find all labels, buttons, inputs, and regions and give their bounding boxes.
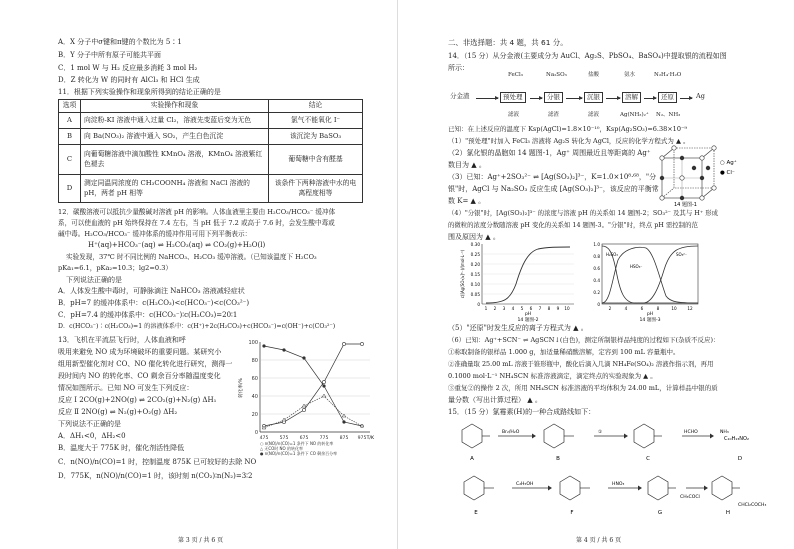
q14-flowchart <box>448 72 748 124</box>
flow-box: 溶解 <box>622 92 641 103</box>
table-cell: 该条件下两种溶液中水的电离程度相等 <box>269 175 363 203</box>
q12-equilibrium: H⁺(aq)+HCO₃⁻(aq) ⇌ H₂CO₃(aq) ⇌ CO₂(g)+H₂O(l) <box>88 241 266 249</box>
q12-line: 碱中毒。H₂CO₃/HCO₃⁻ 缓冲体系的缓冲作用可用下列平衡表示： <box>58 230 252 238</box>
q11-col-option: 选项 <box>59 100 81 113</box>
flow-box: 预处理 <box>500 92 526 103</box>
x-tick: 575 <box>279 436 289 441</box>
benzene-ring <box>712 476 732 500</box>
reagent-label: HCHO <box>684 430 698 435</box>
table-cell: 葡萄糖中含有醛基 <box>269 145 363 175</box>
q14-part: ③重复②的操作 2 次，所用 NH₄SCN 标准溶液的平均体积为 24.00 mL，计算样品中银的质 <box>448 384 718 392</box>
q11-stem: 11．根据下列实验操作和现象所得到的结论正确的是 <box>58 88 221 96</box>
q14-part: 银"时，AgCl 与 Na₂SO₃ 反应生成 [Ag(SO₃)₂]³⁻，该反应的平衡常 <box>448 185 659 193</box>
table-cell: 向 Ba(NO₃)₂ 溶液中通入 SO₂，产生白色沉淀 <box>81 129 269 145</box>
y-tick: 40 <box>251 394 258 400</box>
table-cell: 向葡萄糖溶液中滴加酸性 KMnO₄ 溶液，KMnO₄ 溶液紫红色褪去 <box>81 145 269 175</box>
compound-label: H <box>725 510 731 516</box>
y-tick: 0.8 <box>593 254 600 259</box>
q11-table <box>58 99 363 203</box>
q13-line: 段时间内 NO 的转化率、CO 剩余百分率随温度变化 <box>58 372 221 380</box>
y-tick: 0 <box>477 302 480 307</box>
q13-ask: 下列说法不正确的是 <box>58 420 121 428</box>
flow-arrow <box>476 98 498 99</box>
compound-label: G <box>657 510 663 516</box>
y-tick: 0.20 <box>470 262 480 267</box>
q14-intro: 所示： <box>448 64 469 72</box>
reagent-label: 氨水 <box>624 72 636 78</box>
table-cell: 向淀粉-KI 溶液中通入过量 Cl₂，溶液先变蓝后变为无色 <box>81 113 269 129</box>
q11-col-operation: 实验操作和现象 <box>81 100 269 113</box>
benzene-ring <box>648 476 668 500</box>
q13-reaction-1: 反应 Ⅰ 2CO(g)+2NO(g) ⇌ 2CO₂(g)+N₂(g) ΔH₁ <box>58 396 217 404</box>
reagent-label: 盐酸 <box>588 72 600 78</box>
q14-part: 0.1000 mol·L⁻¹ NH₄SCN 标准溶液滴定，滴定终点的实验现象为 ▲ 。 <box>448 372 657 380</box>
q13-chart <box>238 336 378 456</box>
q13-line: 情况如图所示。已知 NO 可发生下列反应： <box>58 384 194 392</box>
x-tick: 975 <box>357 436 367 441</box>
legend-item: ● n(NO)/n(CO)=1 条件下 CO 剩余百分率 <box>260 451 338 456</box>
molecular-formula: C₁₀H₁₃NO₂ <box>724 436 749 442</box>
table-cell: 测定同温同浓度的 CH₃COONH₄ 溶液和 NaCl 溶液的 pH，两者 pH 相等 <box>81 175 269 203</box>
flow-start: 分金渣 <box>448 92 472 103</box>
complex-concentration-curve <box>486 247 570 303</box>
benzene-ring <box>560 476 580 500</box>
y-tick: 0.4 <box>593 278 600 283</box>
flow-arrow <box>644 98 656 99</box>
q14-part: ①称取制备的银样品 1.000 g，加适量稀硝酸溶解，定容到 100 mL 容量瓶中。 <box>448 348 680 356</box>
x-label: pH <box>646 312 654 317</box>
x-tick: 2 <box>493 306 497 311</box>
reagent-label: Br₂/H₂O <box>502 430 520 435</box>
q14-part: （4）"分银"时，[Ag(SO₃)₂]³⁻ 的浓度与溶液 pH 的关系如 14 题图-2；SO₃²⁻ 及其与 H⁺ 形成 <box>448 209 719 217</box>
q11-col-conclusion: 结论 <box>269 100 363 113</box>
y-label: 转化率/% <box>239 378 244 398</box>
q12-line: 12．碳酸溶液可以抵抗少量酸碱对溶液 pH 的影响。人体血液里主要由 H₂CO₃/HCO₃⁻ 缓冲体 <box>58 208 336 216</box>
q14-part: （5）"还原"时发生反应的离子方程式为 ▲ 。 <box>448 324 588 332</box>
q13-line: 组用新型催化剂对 CO、NO 催化转化进行研究，测得一 <box>58 360 233 368</box>
section-heading: 二、非选择题：共 4 题，共 61 分。 <box>448 38 568 47</box>
table-cell: D <box>59 175 81 203</box>
x-tick: 4 <box>624 306 628 311</box>
q13-line: 吸用来避免 NO 成为环境破坏的重要问题。某研究小 <box>58 348 222 356</box>
y-tick: 80 <box>251 358 258 364</box>
q12-line: 实验发现，37℃ 时不同比例的 NaHCO₃、H₂CO₃ 缓冲溶液。（已知该温度下 H₂CO₃ <box>66 253 317 261</box>
co-remaining-points <box>262 344 363 427</box>
y-tick: 0.2 <box>593 290 600 295</box>
reagent-label: C₂H₅OH <box>516 482 534 487</box>
species-label: H₂SO₃ <box>606 252 618 257</box>
q14-part: （1）"预处理"时加入 FeCl₃ 溶液将 Ag₂S 转化为 AgCl，反应的化学方程式为 ▲ 。 <box>448 137 690 145</box>
gridlines <box>260 360 370 414</box>
y-tick: 1.0 <box>593 242 600 247</box>
byproduct-label: N₂、NH₃ <box>656 112 681 118</box>
flow-box: 还原 <box>658 92 677 103</box>
x-tick: 9 <box>556 306 560 311</box>
x-tick: 10 <box>671 306 677 311</box>
q10-option-a: A．X 分子中σ键和π键的个数比为 5∶1 <box>58 38 182 46</box>
x-tick: 2 <box>608 306 612 311</box>
q14-part: 数 K= ▲ 。 <box>448 197 486 205</box>
q14-part: 的微粒的浓度分数随溶液 pH 变化的关系如 14 题图-3。"分银"时，终点 pH 需控制的范 <box>448 221 698 229</box>
y-label: c([Ag(SO₃)₂]³⁻)/(mol·L⁻¹) <box>460 249 465 299</box>
q14-known: 已知：在上述反应的温度下 Ksp(AgCl)=1.8×10⁻¹⁰，Ksp(Ag₂SO₃)=6.38×10⁻⁹ <box>448 125 687 133</box>
benzene-ring <box>544 424 564 448</box>
reagent-label: Na₂SO₃ <box>546 72 567 78</box>
x-tick: 7 <box>538 306 542 311</box>
legend-ag: ○ Ag⁺ <box>720 160 737 166</box>
chart-14-3 <box>584 240 704 322</box>
x-tick: 675 <box>299 436 309 441</box>
q15-synthesis-route <box>448 420 768 530</box>
q10-option-d: D．Z 转化为 W 的同时有 AlCl₃ 和 HCl 生成 <box>58 76 200 84</box>
q13-option-a: A．ΔH₁<0，ΔH₂<0 <box>58 432 126 440</box>
benzene-ring <box>634 424 654 448</box>
x-tick: 875 <box>339 436 349 441</box>
x-tick: 12 <box>687 306 693 311</box>
reagent-label: CH₃COCl <box>680 495 700 500</box>
q13-line: 13．飞机在平流层飞行时，人体血液和呼 <box>58 336 186 344</box>
table-cell: B <box>59 129 81 145</box>
q13-option-c: C．n(NO)/n(CO)=1 时，控制温度 875K 已可较好的去除 NO <box>58 458 257 466</box>
table-cell: A <box>59 113 81 129</box>
x-tick: 775 <box>319 436 329 441</box>
chart-14-2 <box>458 240 578 322</box>
no-conversion-line <box>264 344 362 426</box>
figure-caption: 14 题图-3 <box>639 318 661 322</box>
q13-option-b: B．温度大于 775K 时，催化剂活性降低 <box>58 444 185 452</box>
y-tick: 0.30 <box>470 242 480 247</box>
compound-label: F <box>570 510 574 516</box>
legend-item: △ 无CO时 NO 的转化率 <box>260 446 303 451</box>
compound-label: A <box>470 456 474 462</box>
benzene-ring <box>464 476 484 500</box>
x-tick: 4 <box>511 306 515 311</box>
flow-box: 沉银 <box>584 92 603 103</box>
y-tick: 0 <box>597 302 600 307</box>
x-tick: 6 <box>529 306 533 311</box>
flow-box: 分银 <box>544 92 563 103</box>
table-row <box>59 175 363 203</box>
x-tick: 3 <box>502 306 506 311</box>
byproduct-label: Ag(NH₃)₂⁺ <box>620 112 649 118</box>
q12-line: pKa₁=6.1，pKa₂=10.3；lg2=0.3） <box>58 264 172 272</box>
species-label: SO₃²⁻ <box>676 252 688 257</box>
q10-option-c: C．1 mol W 与 H₂ 反应最多消耗 3 mol H₂ <box>58 64 198 72</box>
flow-arrow <box>680 98 692 99</box>
page-footer: 第 4 页 / 共 6 页 <box>576 536 622 544</box>
reagent-label: HNO₃ <box>612 482 625 487</box>
compound-label: C <box>646 456 650 462</box>
byproduct-label: 滤渣 <box>548 112 560 118</box>
y-tick: 0.6 <box>593 266 600 271</box>
reagent-label: N₂H₄·H₂O <box>654 72 682 78</box>
compound-label: D <box>737 456 743 462</box>
species-label: HSO₃⁻ <box>630 264 643 269</box>
q14-part: （3）已知：Ag⁺+2SO₃²⁻ ⇌ [Ag(SO₃)₂]³⁻，K=1.0×10⁸·⁶⁸，"分 <box>448 173 657 181</box>
q15-title: 15．（15 分）氯霉素(H)的一种合成路线如下： <box>448 408 596 416</box>
q10-option-b: B．Y 分子中所有原子可能共平面 <box>58 51 161 59</box>
y-tick: 0.15 <box>470 272 480 277</box>
table-cell: C <box>59 145 81 175</box>
compound-label: B <box>556 456 560 462</box>
compound-label: E <box>474 510 478 516</box>
q12-ask: 下列说法正确的是 <box>66 276 122 284</box>
byproduct-label: 滤液 <box>508 112 520 118</box>
x-tick: 10 <box>564 306 570 311</box>
y-tick: 0.10 <box>470 282 480 287</box>
no-conversion-points <box>262 342 363 427</box>
table-row <box>59 129 363 145</box>
y-tick: 0.25 <box>470 252 480 257</box>
x-tick: 6 <box>640 306 644 311</box>
reagent-label: NH₃ <box>720 430 729 435</box>
legend-cl: ● Cl⁻ <box>720 170 735 176</box>
q14-part: 数目为 ▲ 。 <box>448 161 486 169</box>
table-cell: 该沉淀为 BaSO₃ <box>269 129 363 145</box>
q12-option-a: A．人体发生酸中毒时，可静脉滴注 NaHCO₃ 溶液减轻症状 <box>58 287 245 295</box>
x-tick: 1 <box>484 306 488 311</box>
right-page <box>397 0 794 549</box>
y-tick: 60 <box>251 376 258 382</box>
q13-reaction-2: 反应 Ⅱ 2NO(g) ⇌ N₂(g)+O₂(g) ΔH₂ <box>58 408 178 416</box>
reagent-label: ① <box>598 430 603 435</box>
q12-option-c: C．pH=7.4 的缓冲体系中：c(HCO₃⁻)∶c(H₂CO₃)=20∶1 <box>58 311 238 319</box>
y-tick: 20 <box>251 412 258 418</box>
no-co-points <box>262 394 364 429</box>
figure-caption: 14 题图-2 <box>517 318 539 322</box>
flow-arrow <box>530 98 542 99</box>
y-tick: 0 <box>254 430 258 436</box>
flow-arrow <box>566 98 582 99</box>
y-tick: 0.05 <box>470 292 480 297</box>
q14-part: 围及原因为 ▲ 。 <box>448 233 500 241</box>
figure-caption: 14 题图-1 <box>674 202 697 208</box>
x-tick: 8 <box>547 306 551 311</box>
table-cell: 氯气不能氧化 I⁻ <box>269 113 363 129</box>
q14-part: （2）氯化银的晶胞如 14 题图-1，Ag⁺ 周围最近且等距离的 Ag⁺ <box>448 149 651 157</box>
reagent-label: CHCl₂COCH₃ <box>738 503 767 508</box>
q12-option-d: D．c(HCO₃⁻)∶c(H₂CO₃)=1 的溶液体系中：c(H⁺)+2c(H₂CO₃)+c(HCO₃⁻)=c(OH⁻)+c(CO₃²⁻) <box>58 323 336 330</box>
ag-ion-sites <box>660 146 716 200</box>
x-label: pH <box>524 312 532 317</box>
byproduct-label: 滤液 <box>588 112 600 118</box>
q13-option-d: D．775K，n(NO)/n(CO)=1 时，该时刻 n(CO₂)∶n(N₂)=3∶2 <box>58 472 253 480</box>
reagent-label: FeCl₃ <box>508 72 523 78</box>
q12-option-b: B．pH=7 的缓冲体系中：c(H₂CO₃)<c(HCO₃⁻)<c(CO₃²⁻) <box>58 299 250 307</box>
x-tick: 8 <box>656 306 660 311</box>
x-tick: 5 <box>520 306 524 311</box>
x-tick: 475 <box>259 436 269 441</box>
page-footer: 第 3 页 / 共 6 页 <box>178 536 224 544</box>
q14-part: 量分数（写出计算过程） ▲ 。 <box>448 396 542 404</box>
legend-item: ○ n(NO)/n(CO)=1 条件下 NO 的转化率 <box>260 441 334 446</box>
flow-arrow <box>606 98 620 99</box>
q11-table-header <box>59 100 363 113</box>
q14-part: ②准确量取 25.00 mL 溶液于锥形瓶中，酸化后滴入几滴 NH₄Fe(SO₄)₂ 溶液作指示剂，再用 <box>448 360 714 368</box>
agcl-unit-cell <box>656 142 752 208</box>
q14-part: （6）已知：Ag⁺+SCN⁻ ⇌ AgSCN↓(白色)，测定所制银样品纯度的过程如下(杂质不反应)： <box>448 336 720 344</box>
q12-line: 系，可以使血液的 pH 始终保持在 7.4 左右，当 pH 低于 7.2 或高于 7.6 时，会发生酸中毒或 <box>58 219 335 227</box>
flow-end: Ag <box>694 92 707 103</box>
y-tick: 100 <box>248 340 258 346</box>
table-row <box>59 145 363 175</box>
table-row <box>59 113 363 129</box>
x-unit: T/K <box>366 436 374 441</box>
q14-intro: 14．（15 分）从分金液(主要成分为 AuCl、Ag₂S、PbSO₄、BaSO₄)中提取银的流程如图 <box>448 52 727 60</box>
benzene-ring <box>462 424 482 448</box>
